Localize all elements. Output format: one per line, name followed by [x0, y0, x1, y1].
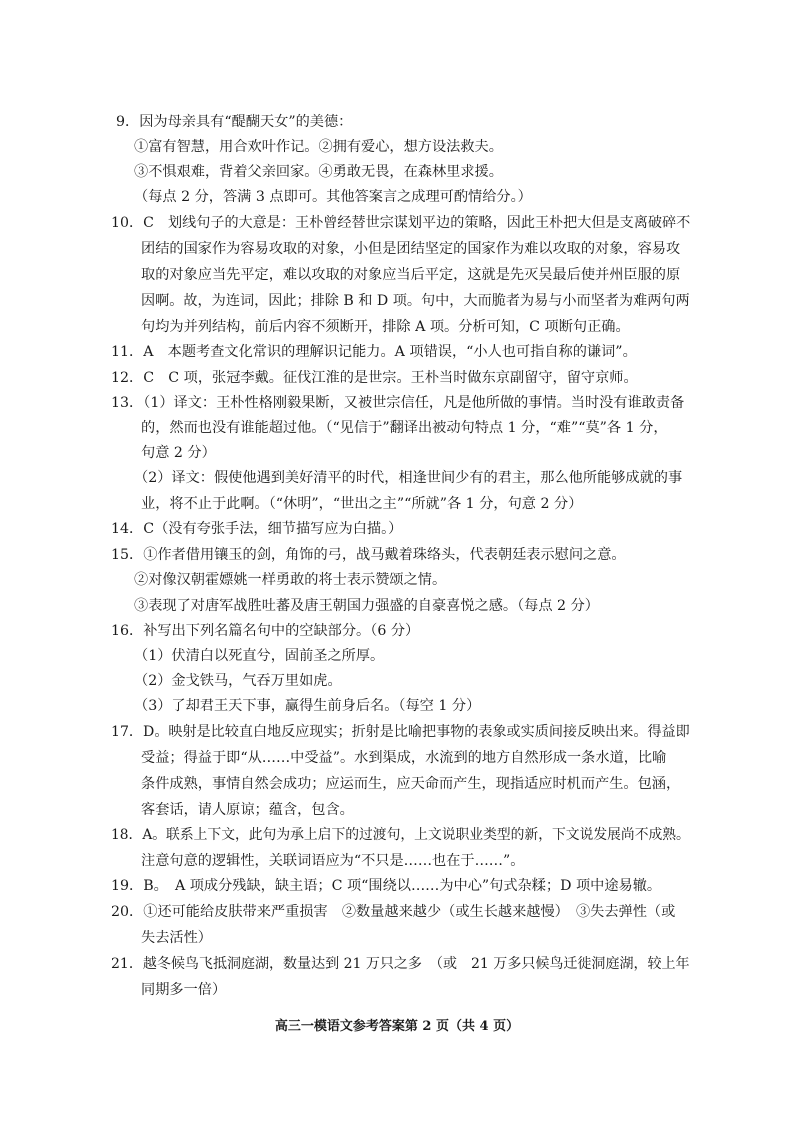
- q19-line-1: 19．B。 A 项成分残缺，缺主语；C 项“围绕以……为中心”句式杂糅；D 项中途易辙。: [111, 878, 662, 894]
- q17-line-3: 条件成熟，事情自然会成功；应运而生，应天命而产生，现指适应时机而产生。包涵，: [141, 776, 681, 792]
- q13-line-4: （2）译文：假使他遇到美好清平的时代，相逢世间少有的君主，那么他所能够成就的事: [134, 470, 683, 486]
- q21-line-1: 21．越冬候鸟飞抵洞庭湖，数量达到 21 万只之多 （或 21 万多只候鸟迁徙洞庭湖，较上年: [111, 956, 690, 972]
- q11-line-1: 11．A 本题考查文化常识的理解识记能力。A 项错误，“小人也可指自称的谦词”。: [111, 344, 637, 360]
- q10-line-3: 取的对象应当先平定，难以攻取的对象应当后平定，这就是先灭吴最后使并州臣服的原: [141, 267, 681, 283]
- q15-line-2: ②对像汉朝霍嫖姚一样勇敢的将士表示赞颂之情。: [134, 572, 447, 588]
- q10-line-1: 10．C 划线句子的大意是：王朴曾经替世宗谋划平边的策略，因此王朴把大但是支离破碎不: [111, 215, 691, 231]
- q9-line-3: ③不惧艰难，背着父亲回家。④勇敢无畏，在森林里求援。: [134, 164, 503, 180]
- q10-line-4: 因啊。故，为连词，因此；排除 B 和 D 项。句中，大而脆者为易与小而坚者为难两句两: [141, 293, 690, 309]
- q16-line-3: （2）金戈铁马，气吞万里如虎。: [134, 673, 342, 689]
- q16-line-2: （1）伏清白以死直兮，固前圣之所厚。: [134, 648, 385, 664]
- q20-line-1: 20．①还可能给皮肤带来严重损害 ②数量越来越少（或生长越来越慢） ③失去弹性（或: [111, 904, 676, 920]
- q15-line-1: 15．①作者借用镶玉的剑，角饰的弓，战马戴着珠络头，代表朝廷表示慰问之意。: [111, 547, 626, 563]
- q17-line-4: 客套话，请人原谅；蕴含，包含。: [141, 802, 354, 818]
- q14-line-1: 14．C（没有夸张手法，细节描写应为白描。）: [111, 521, 403, 537]
- page-footer: 高三一模语文参考答案第 2 页（共 4 页）: [274, 1019, 520, 1034]
- q13-line-5: 业，将不止于此啊。（“休明”，“世出之主”“所就”各 1 分，句意 2 分）: [141, 496, 583, 512]
- q12-line-1: 12．C C 项，张冠李戴。征伐江淮的是世宗。王朴当时做东京副留守，留守京师。: [111, 370, 638, 386]
- q10-line-2: 团结的国家作为容易攻取的对象，小但是团结坚定的国家作为难以攻取的对象，容易攻: [141, 241, 681, 257]
- q15-line-3: ③表现了对唐军战胜吐蕃及唐王朝国力强盛的自豪喜悦之感。（每点 2 分）: [134, 598, 599, 614]
- q16-line-4: （3）了却君王天下事，赢得生前身后名。（每空 1 分）: [134, 698, 481, 714]
- q18-line-2: 注意句意的逻辑性，关联词语应为“不只是……也在于……”。: [141, 853, 525, 869]
- q13-line-3: 句意 2 分）: [141, 445, 216, 461]
- q17-line-1: 17．D。映射是比较直白地反应现实；折射是比喻把事物的表象或实质间接反映出来。得益即: [111, 724, 690, 740]
- q9-line-1: 9．因为母亲具有“醍醐天女”的美德：: [116, 114, 353, 130]
- q20-line-2: 失去活性）: [141, 930, 212, 946]
- q16-line-1: 16．补写出下列名篇名句中的空缺部分。（6 分）: [111, 623, 420, 639]
- q13-line-2: 的，然而也没有谁能超过他。（“见信于”翻译出被动句特点 1 分，“难”“莫”各 1 分，: [141, 420, 668, 436]
- q9-line-4: （每点 2 分，答满 3 点即可。其他答案言之成理可酌情给分。）: [134, 189, 532, 205]
- q13-line-1: 13．（1）译文：王朴性格刚毅果断，又被世宗信任，凡是他所做的事情。当时没有谁敢责备: [111, 395, 685, 411]
- q21-line-2: 同期多一倍）: [141, 982, 227, 998]
- q18-line-1: 18．A。联系上下文，此句为承上启下的过渡句，上文说职业类型的新，下文说发展尚不成熟。: [111, 827, 690, 843]
- q17-line-2: 受益；得益于即“从……中受益”。水到渠成，水流到的地方自然形成一条水道，比喻: [141, 750, 667, 766]
- q9-line-2: ①富有智慧，用合欢叶作记。②拥有爱心，想方设法救夫。: [134, 139, 503, 155]
- q10-line-5: 句均为并列结构，前后内容不须断开，排除 A 项。分析可知，C 项断句正确。: [141, 319, 630, 335]
